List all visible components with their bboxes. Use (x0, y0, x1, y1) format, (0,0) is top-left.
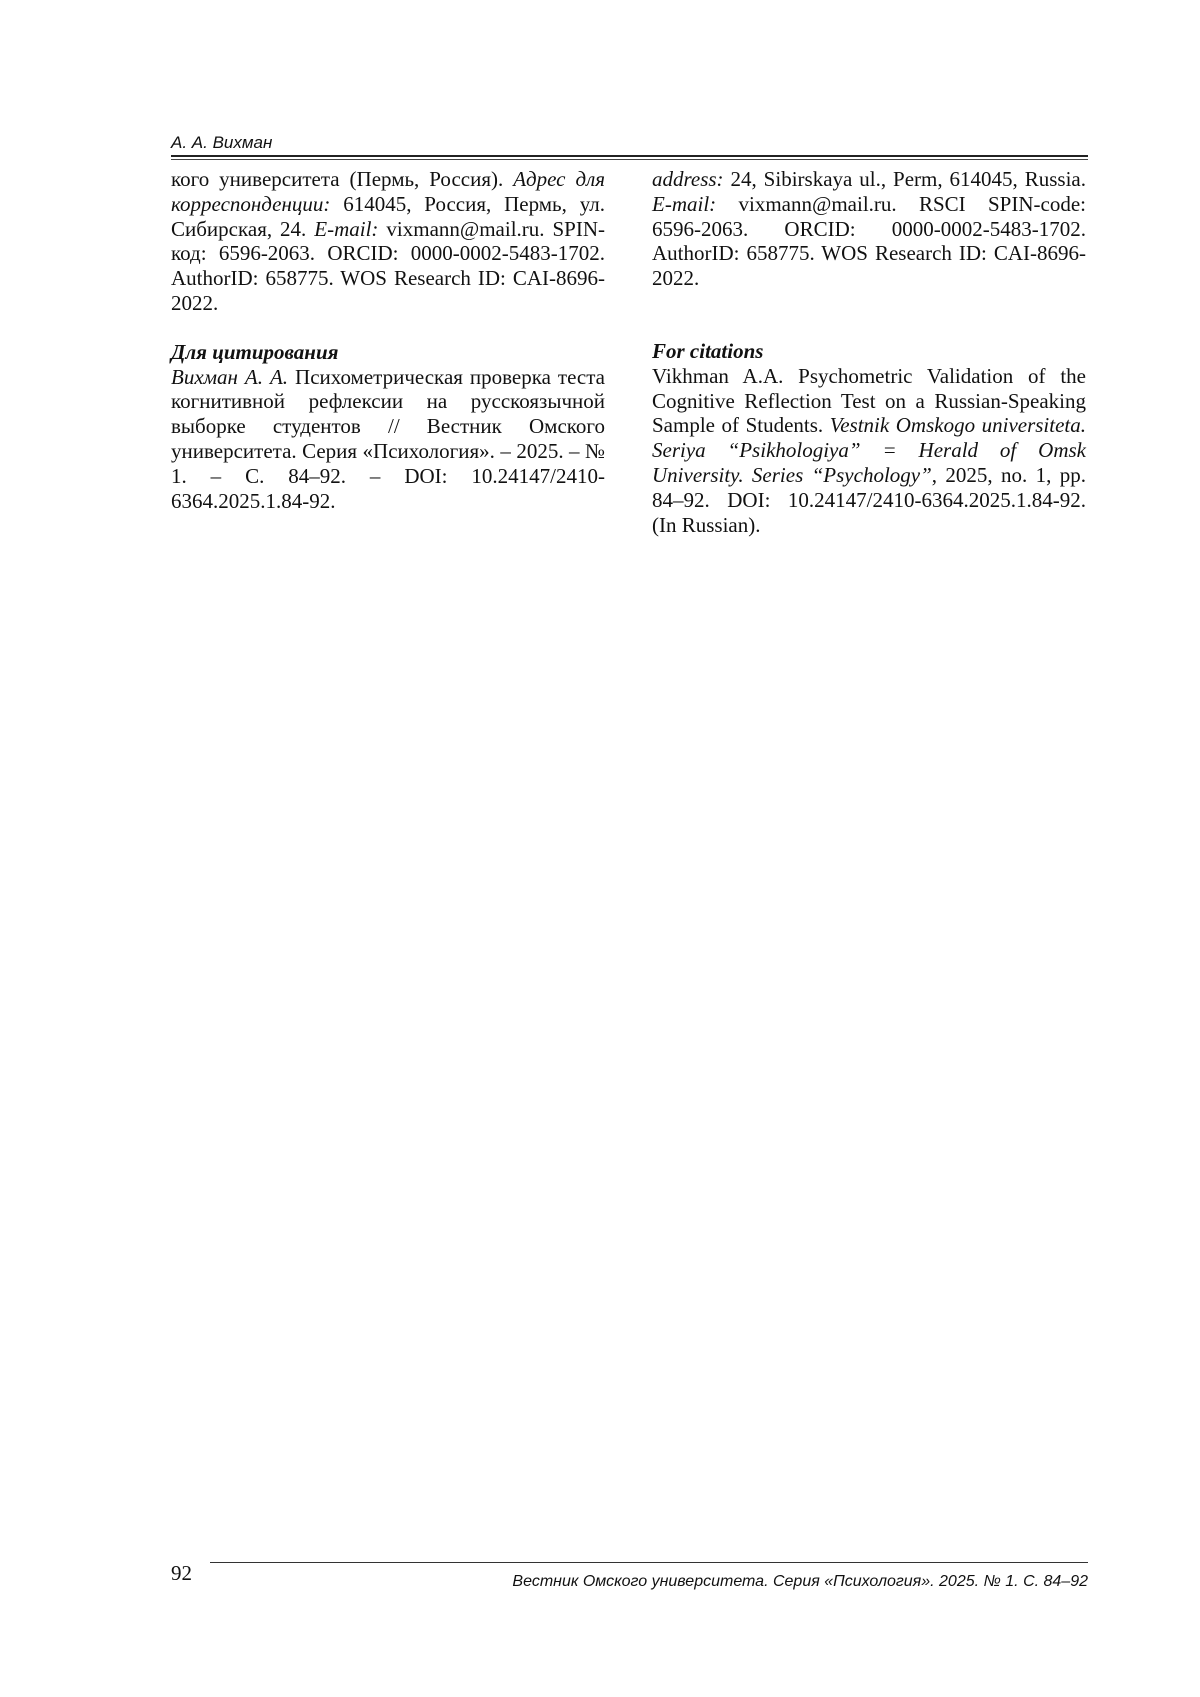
author-affiliation-en (652, 167, 1086, 291)
citation-body: Психометрическая проверка теста когнитивной рефлексии на русскоязычной выборке студентов // Вестник Омского университета. Серия «Психология». – 2025. – № 1. – С. 84–92. – DOI: 10.24147/2410-6364.2025.1.84-92. (171, 364, 606, 513)
citation-author: Вихман А. А. (171, 364, 289, 389)
right-column (652, 167, 1086, 537)
citation-block-ru (171, 340, 605, 514)
left-column (171, 167, 605, 513)
page-number: 92 (171, 1561, 192, 1585)
header-rule-thin (171, 159, 1088, 160)
contact-ids-text-en: vixmann@mail.ru. RSCI SPIN-code: 6596-2063. ORCID: 0000-0002-5483-1702. AuthorID: 658775. WOS Research ID: CAI-8696-2022. (652, 191, 1086, 291)
citation-journal-en: Vestnik Omskogo universiteta. Seriya “Psikhologiya” = Herald of Omsk University. Series “Psychology” (652, 413, 1087, 487)
author-affiliation-ru (171, 167, 605, 316)
footer-journal-title: Вестник Омского университета. Серия «Психология». 2025. № 1. С. 84–92 (512, 1573, 1088, 1590)
citation-text-ru (171, 365, 605, 514)
citation-heading-ru: Для цитирования (171, 339, 339, 364)
header-rule (171, 155, 1088, 157)
address-label: Адрес для корреспонденции: (171, 167, 605, 216)
address-label-en: address: (652, 167, 724, 191)
footer-rule (210, 1562, 1088, 1563)
affiliation-text: кого университета (Пермь, Россия). (171, 167, 514, 191)
citation-block-en (652, 339, 1086, 537)
running-head-author: А. А. Вихман (171, 133, 273, 152)
citation-tail-en: , 2025, no. 1, pp. 84–92. DOI: 10.24147/2410-6364.2025.1.84-92. (In Russian). (652, 462, 1086, 537)
address-text: 614045, Россия, Пермь, ул. Сибирская, 24. (171, 191, 605, 241)
citation-text-en (652, 364, 1086, 538)
citation-body-en: Vikhman A.A. Psychometric Validation of the Cognitive Reflection Test on a Russian-Speaking Sample of Students. (652, 363, 1086, 438)
citation-heading-en: For citations (652, 338, 764, 363)
address-text-en: 24, Sibirskaya ul., Perm, 614045, Russia. (723, 167, 1086, 191)
email-label: E-mail: (314, 216, 379, 241)
contact-ids-text: vixmann@mail.ru. SPIN-код: 6596-2063. ORCID: 0000-0002-5483-1702. AuthorID: 658775. WOS Research ID: CAI-8696-2022. (171, 216, 606, 315)
email-label-en: E-mail: (652, 191, 717, 216)
